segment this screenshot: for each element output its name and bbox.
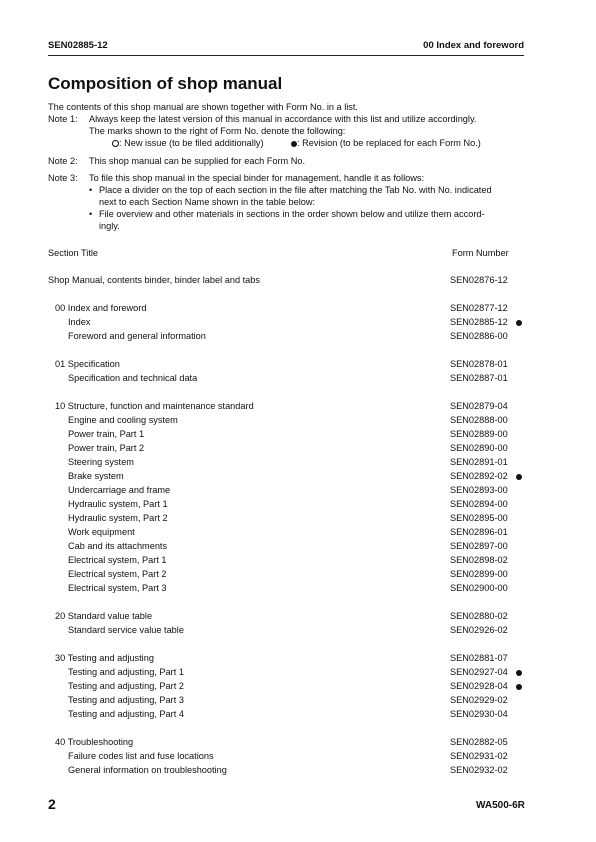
section-title: Steering system	[68, 457, 134, 467]
list-item	[0, 457, 596, 471]
legend-new-issue	[112, 137, 264, 149]
section-title: Testing and adjusting, Part 3	[68, 695, 184, 705]
form-number: SEN02891-01	[450, 457, 508, 467]
form-number: SEN02898-02	[450, 555, 508, 565]
list-item	[0, 499, 596, 513]
section-title: Standard service value table	[68, 625, 184, 635]
section-title: Undercarriage and frame	[68, 485, 171, 495]
legend-rev-text: : Revision (to be replaced for each Form No.)	[297, 138, 481, 148]
form-number: SEN02900-00	[450, 583, 508, 593]
section-title: Foreword and general information	[68, 331, 206, 341]
section-title: 10 Structure, function and maintenance standard	[55, 401, 254, 411]
list-item	[0, 373, 596, 387]
list-item	[0, 303, 596, 317]
section-name: 00 Index and foreword	[423, 40, 524, 51]
column-header-section-title: Section Title	[48, 248, 99, 258]
page-title: Composition of shop manual	[48, 74, 283, 93]
section-title: 20 Standard value table	[55, 611, 153, 621]
list-item	[0, 625, 596, 639]
form-number: SEN02893-00	[450, 485, 508, 495]
list-item	[0, 681, 596, 695]
form-number: SEN02888-00	[450, 415, 508, 425]
form-number: SEN02892-02	[450, 471, 508, 481]
section-title: Failure codes list and fuse locations	[68, 751, 214, 761]
revision-mark	[516, 667, 522, 677]
form-number: SEN02930-04	[450, 709, 508, 719]
list-item	[0, 275, 596, 289]
note1-line2: The marks shown to the right of Form No. denote the following:	[89, 126, 346, 136]
form-number: SEN02876-12	[450, 275, 508, 285]
list-item	[0, 485, 596, 499]
list-item	[0, 527, 596, 541]
form-number: SEN02881-07	[450, 653, 508, 663]
page-header	[48, 40, 524, 54]
form-number: SEN02882-05	[450, 737, 508, 747]
section-title: Shop Manual, contents binder, binder label and tabs	[48, 275, 260, 285]
note1-label: Note 1:	[48, 114, 78, 124]
list-item	[0, 709, 596, 723]
section-title: Electrical system, Part 1	[68, 555, 167, 565]
note1-line1: Always keep the latest version of this manual in accordance with this list and utilize accordingly.	[89, 114, 477, 124]
list-item	[0, 401, 596, 415]
form-number: SEN02879-04	[450, 401, 508, 411]
revision-dot-icon	[516, 320, 522, 326]
form-number: SEN02896-01	[450, 527, 508, 537]
note3-line1: To file this shop manual in the special binder for management, handle it as follows:	[89, 173, 425, 183]
page-number: 2	[48, 796, 56, 812]
section-title: 40 Troubleshooting	[55, 737, 134, 747]
form-number: SEN02889-00	[450, 429, 508, 439]
note3-bullet1-b: next to each Section Name shown in the table below:	[99, 197, 316, 207]
list-item	[0, 513, 596, 527]
section-title: Hydraulic system, Part 1	[68, 499, 168, 509]
note3-bullet1-a: Place a divider on the top of each section in the file after matching the Tab No. with No. indicated	[99, 185, 492, 195]
form-number: SEN02932-02	[450, 765, 508, 775]
revision-dot-icon	[516, 684, 522, 690]
section-title: Brake system	[68, 471, 124, 481]
list-item	[0, 359, 596, 373]
list-item	[0, 569, 596, 583]
section-title: 00 Index and foreword	[55, 303, 147, 313]
list-item	[0, 331, 596, 345]
section-title: Index	[68, 317, 91, 327]
form-number: SEN02895-00	[450, 513, 508, 523]
revision-mark	[516, 471, 522, 481]
form-number: SEN02887-01	[450, 373, 508, 383]
note3-bullet2-b: ingly.	[99, 221, 120, 231]
section-title: Power train, Part 2	[68, 443, 145, 453]
list-item	[0, 317, 596, 331]
form-number: SEN02929-02	[450, 695, 508, 705]
form-number: SEN02885-12	[450, 317, 508, 327]
list-item	[0, 415, 596, 429]
legend-revision	[291, 137, 481, 149]
form-number: SEN02926-02	[450, 625, 508, 635]
list-item	[0, 611, 596, 625]
section-title: Hydraulic system, Part 2	[68, 513, 168, 523]
section-title: Testing and adjusting, Part 2	[68, 681, 184, 691]
form-number: SEN02927-04	[450, 667, 508, 677]
form-number: SEN02877-12	[450, 303, 508, 313]
list-item	[0, 667, 596, 681]
section-title: Work equipment	[68, 527, 135, 537]
doc-code: SEN02885-12	[48, 40, 108, 51]
form-number: SEN02886-00	[450, 331, 508, 341]
revision-dot-icon	[516, 670, 522, 676]
section-title: 01 Specification	[55, 359, 120, 369]
list-item	[0, 695, 596, 709]
section-title: Cab and its attachments	[68, 541, 168, 551]
section-title: Electrical system, Part 3	[68, 583, 167, 593]
form-number: SEN02928-04	[450, 681, 508, 691]
list-item	[0, 583, 596, 597]
revision-mark	[516, 317, 522, 327]
section-title: Testing and adjusting, Part 1	[68, 667, 184, 677]
section-title: Electrical system, Part 2	[68, 569, 167, 579]
revision-mark	[516, 681, 522, 691]
form-number: SEN02897-00	[450, 541, 508, 551]
section-title: Power train, Part 1	[68, 429, 145, 439]
revision-dot-icon	[516, 474, 522, 480]
form-number: SEN02878-01	[450, 359, 508, 369]
form-number: SEN02880-02	[450, 611, 508, 621]
list-item	[0, 751, 596, 765]
section-title: General information on troubleshooting	[68, 765, 227, 775]
list-item	[0, 555, 596, 569]
list-item	[0, 471, 596, 485]
column-header-form-number: Form Number	[452, 248, 509, 258]
new-issue-circle-icon	[112, 140, 119, 147]
list-item	[0, 443, 596, 457]
list-item	[0, 653, 596, 667]
list-item	[0, 541, 596, 555]
note2-text: This shop manual can be supplied for each Form No.	[89, 156, 306, 166]
form-number: SEN02931-02	[450, 751, 508, 761]
legend-new-text: : New issue (to be filed additionally)	[119, 138, 264, 148]
intro-text: The contents of this shop manual are shown together with Form No. in a list.	[48, 102, 358, 112]
model-code: WA500-6R	[476, 800, 525, 811]
bullet-icon: •	[89, 209, 93, 219]
bullet-icon: •	[89, 185, 93, 195]
header-rule	[48, 55, 524, 56]
section-title: Specification and technical data	[68, 373, 198, 383]
section-title: Engine and cooling system	[68, 415, 178, 425]
form-number: SEN02899-00	[450, 569, 508, 579]
list-item	[0, 737, 596, 751]
section-title: 30 Testing and adjusting	[55, 653, 154, 663]
note2-label: Note 2:	[48, 156, 78, 166]
section-title: Testing and adjusting, Part 4	[68, 709, 184, 719]
list-item	[0, 429, 596, 443]
form-number: SEN02890-00	[450, 443, 508, 453]
note3-bullet2-a: File overview and other materials in sections in the order shown below and utilize them accord-	[99, 209, 485, 219]
list-item	[0, 765, 596, 779]
form-number: SEN02894-00	[450, 499, 508, 509]
note3-label: Note 3:	[48, 173, 78, 183]
